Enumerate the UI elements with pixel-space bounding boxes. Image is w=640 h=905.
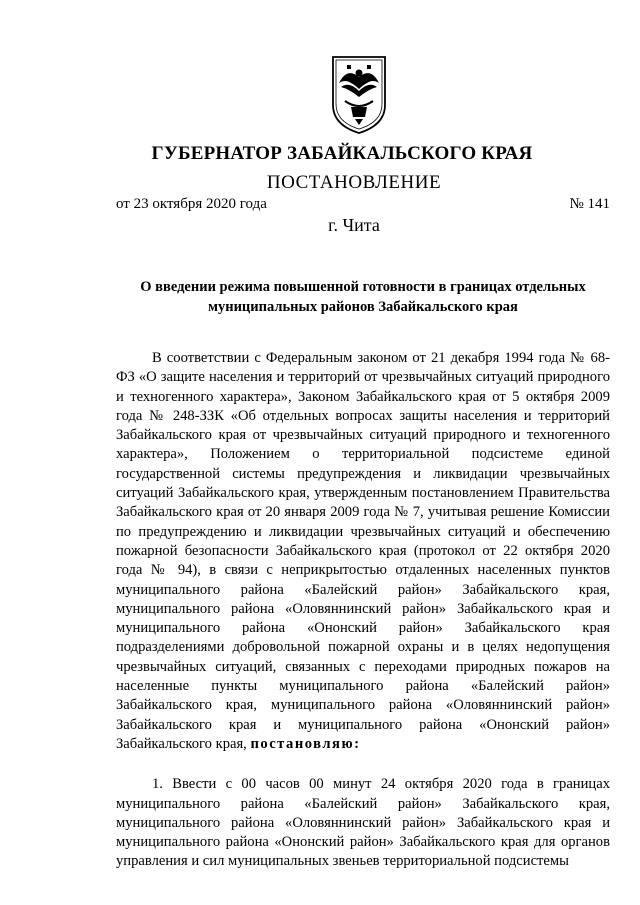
document-heading — [116, 277, 610, 317]
document-body — [116, 349, 610, 872]
preamble-text: В соответствии с Федеральным законом от 21 декабря 1994 года № 68-ФЗ «О защите населения и территорий от чрезвычайных ситуаций природного и техногенного характера», Законом Забайкальского края от 5 октября 2009 года № 248-ЗЗК «Об отдельных вопросах защиты населения и территорий Забайкальского края от чрезвычайных ситуаций природного и техногенного характера», Положением о территориальной подсистеме единой государственной системы предупреждения и ликвидации чрезвычайных ситуаций Забайкальского края, утвержденным постановлением Правительства Забайкальского края от 20 января 2009 года № 7, учитывая решение Комиссии по предупреждению и ликвидации чрезвычайных ситуаций и обеспечению пожарной безопасности Забайкальского края (протокол от 22 октября 2020 года № 94), в связи с неприкрытостью отдаленных населенных пунктов муниципального района «Балейский район» Забайкальского края, муниципального района «Оловяннинский район» Забайкальского края и муниципального района «Ононский район» Забайкальского края подразделениями добровольной пожарной охраны и в целях недопущения чрезвычайных ситуаций, связанных с переходами природных пожаров на населенные пункты муниципального района «Балейский район» Забайкальского края, муниципального района «Оловяннинский район» Забайкальского края и муниципального района «Ононский район» Забайкальского края, — [116, 350, 610, 752]
coat-of-arms-icon — [329, 55, 389, 135]
preamble-paragraph — [116, 349, 610, 754]
document-date: от 23 октября 2020 года — [116, 196, 267, 212]
item-1-paragraph: 1. Ввести с 00 часов 00 минут 24 октября 2020 года в границах муниципального района «Балейский район» Забайкальского края, муниципального района «Оловяннинский район» Забайкальского края и муниципального района «Ононский район» Забайкальского края для органов управления и сил муниципальных звеньев территориальной подсистемы — [116, 776, 610, 870]
document-number: № 141 — [569, 196, 610, 212]
heading-line-2: муниципальных районов Забайкальского края — [208, 299, 518, 315]
resolve-word: постановляю: — [250, 735, 361, 752]
authority-title: ГУБЕРНАТОР ЗАБАЙКАЛЬСКОГО КРАЯ — [151, 143, 533, 164]
document-type: ПОСТАНОВЛЕНИЕ — [266, 172, 442, 193]
heading-line-1: О введении режима повышенной готовности в границах отдельных — [140, 279, 586, 295]
document-city: г. Чита — [328, 215, 380, 235]
